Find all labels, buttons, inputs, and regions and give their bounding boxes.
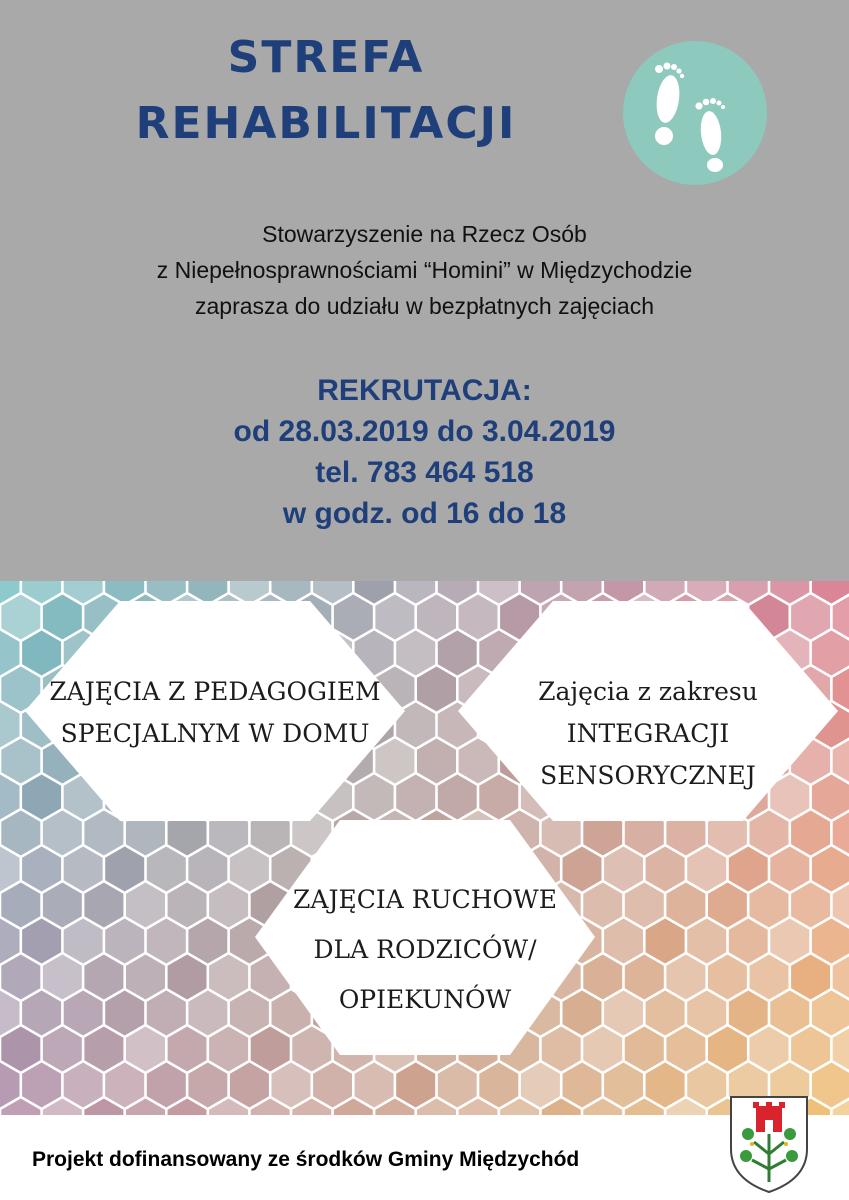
hex-tile	[687, 1063, 726, 1108]
recruitment-heading: REKRUTACJA:	[317, 374, 532, 407]
hex-tile	[646, 847, 685, 892]
hex-tile	[0, 631, 20, 676]
hex-tile	[666, 883, 705, 928]
intro-line: Stowarzyszenie na Rzecz Osób	[262, 221, 587, 247]
hex-tile	[22, 991, 61, 1036]
hex-tile	[0, 1063, 20, 1108]
hex-tile	[84, 1027, 123, 1072]
hex-tile	[604, 847, 643, 892]
hex-tile	[272, 1063, 311, 1108]
hex-tile	[168, 1027, 207, 1072]
hex-tile	[209, 883, 248, 928]
hex-tile	[791, 955, 830, 1000]
activity-line: INTEGRACJI SENSORYCZNEJ	[540, 719, 756, 790]
title-line-2: REHABILITACJI	[135, 98, 517, 149]
hex-tile	[355, 1063, 394, 1108]
hex-tile	[625, 1027, 664, 1072]
activity-line: SPECJALNYM W DOMU	[60, 719, 370, 748]
hex-tile	[43, 883, 82, 928]
hex-tile	[417, 739, 456, 784]
hex-tile	[22, 1063, 61, 1108]
hex-tile	[604, 1063, 643, 1108]
activity-card-sensory	[458, 601, 838, 821]
hex-tile	[64, 919, 103, 964]
hex-tile	[0, 775, 20, 820]
hex-tile	[563, 1063, 602, 1108]
hex-tile	[750, 883, 789, 928]
hex-tile	[750, 1027, 789, 1072]
hex-tile	[417, 667, 456, 712]
hex-tile	[687, 919, 726, 964]
hex-tile	[105, 1063, 144, 1108]
page-title	[96, 32, 556, 149]
hex-tile	[43, 1027, 82, 1072]
hex-tile	[188, 847, 227, 892]
hex-tile	[147, 919, 186, 964]
hex-tile	[729, 847, 768, 892]
hex-tile	[230, 1063, 269, 1108]
activity-line: ZAJĘCIA RUCHOWE	[293, 885, 557, 914]
hex-tile	[729, 919, 768, 964]
intro-text	[0, 216, 849, 324]
footprints-icon	[623, 41, 767, 185]
intro-line: z Niepełnosprawnościami “Homini” w Międzychodzie	[156, 257, 693, 283]
hex-tile	[812, 991, 849, 1036]
activity-line: OPIEKUNÓW	[338, 985, 512, 1014]
hex-tile	[168, 955, 207, 1000]
recruitment-dates: od 28.03.2019 do 3.04.2019	[233, 415, 616, 448]
activity-line: ZAJĘCIA Z PEDAGOGIEM	[49, 677, 381, 706]
hex-tile	[729, 991, 768, 1036]
hex-tile	[708, 1027, 747, 1072]
recruitment-info	[0, 370, 849, 534]
hex-tile	[147, 991, 186, 1036]
hex-tile	[209, 955, 248, 1000]
hex-tile	[1, 955, 40, 1000]
hex-tile	[708, 955, 747, 1000]
hex-tile	[646, 1063, 685, 1108]
coat-of-arms-icon	[728, 1094, 810, 1199]
hex-tile	[188, 1063, 227, 1108]
recruitment-hours: w godz. od 16 do 18	[282, 497, 567, 530]
hex-tile	[604, 991, 643, 1036]
hex-tile	[84, 955, 123, 1000]
hex-tile	[812, 847, 849, 892]
hex-tile	[521, 1063, 560, 1108]
hex-tile	[687, 847, 726, 892]
hex-tile	[812, 1063, 849, 1108]
title-line-1: STREFA	[227, 32, 425, 83]
hex-tile	[770, 847, 809, 892]
hex-tile	[0, 703, 20, 748]
intro-line: zaprasza do udziału w bezpłatnych zajęciach	[195, 293, 654, 319]
hex-tile	[43, 955, 82, 1000]
activity-card-movement	[255, 820, 595, 1055]
hex-tile	[770, 919, 809, 964]
hex-tile	[147, 1063, 186, 1108]
hex-tile	[0, 919, 20, 964]
hex-tile	[646, 919, 685, 964]
hex-tile	[105, 991, 144, 1036]
hex-tile	[126, 955, 165, 1000]
hex-tile	[396, 1063, 435, 1108]
hex-tile	[0, 847, 20, 892]
hex-tile	[105, 847, 144, 892]
hex-tile	[168, 883, 207, 928]
activity-card-pedagogue	[25, 601, 405, 821]
activity-line: Zajęcia z zakresu	[538, 677, 758, 706]
hex-tile	[812, 919, 849, 964]
hex-tile	[770, 991, 809, 1036]
hex-tile	[604, 919, 643, 964]
hex-tile	[1, 883, 40, 928]
hex-tile	[791, 1027, 830, 1072]
hex-tile	[0, 991, 20, 1036]
hex-tile	[666, 955, 705, 1000]
hex-tile	[126, 1027, 165, 1072]
hex-tile	[1, 1027, 40, 1072]
hex-tile	[209, 1027, 248, 1072]
hex-tile	[22, 919, 61, 964]
hex-tile	[750, 955, 789, 1000]
hex-tile	[84, 883, 123, 928]
hex-tile	[22, 847, 61, 892]
activity-line: DLA RODZICÓW/	[313, 935, 537, 964]
hex-tile	[708, 883, 747, 928]
hex-tile	[666, 1027, 705, 1072]
hex-tile	[625, 883, 664, 928]
hex-tile	[479, 1063, 518, 1108]
funding-note: Projekt dofinansowany ze środków Gminy Międzychód	[32, 1148, 580, 1171]
hex-tile	[64, 847, 103, 892]
hex-tile	[147, 847, 186, 892]
hex-tile	[791, 883, 830, 928]
recruitment-phone: tel. 783 464 518	[315, 456, 534, 489]
hex-tile	[105, 919, 144, 964]
hex-tile	[126, 883, 165, 928]
hex-tile	[64, 1063, 103, 1108]
hex-tile	[687, 991, 726, 1036]
hex-tile	[188, 919, 227, 964]
hex-tile	[625, 955, 664, 1000]
hex-tile	[438, 1063, 477, 1108]
hex-tile	[313, 1063, 352, 1108]
hex-tile	[417, 595, 456, 640]
hex-tile	[646, 991, 685, 1036]
hex-tile	[188, 991, 227, 1036]
hex-tile	[64, 991, 103, 1036]
